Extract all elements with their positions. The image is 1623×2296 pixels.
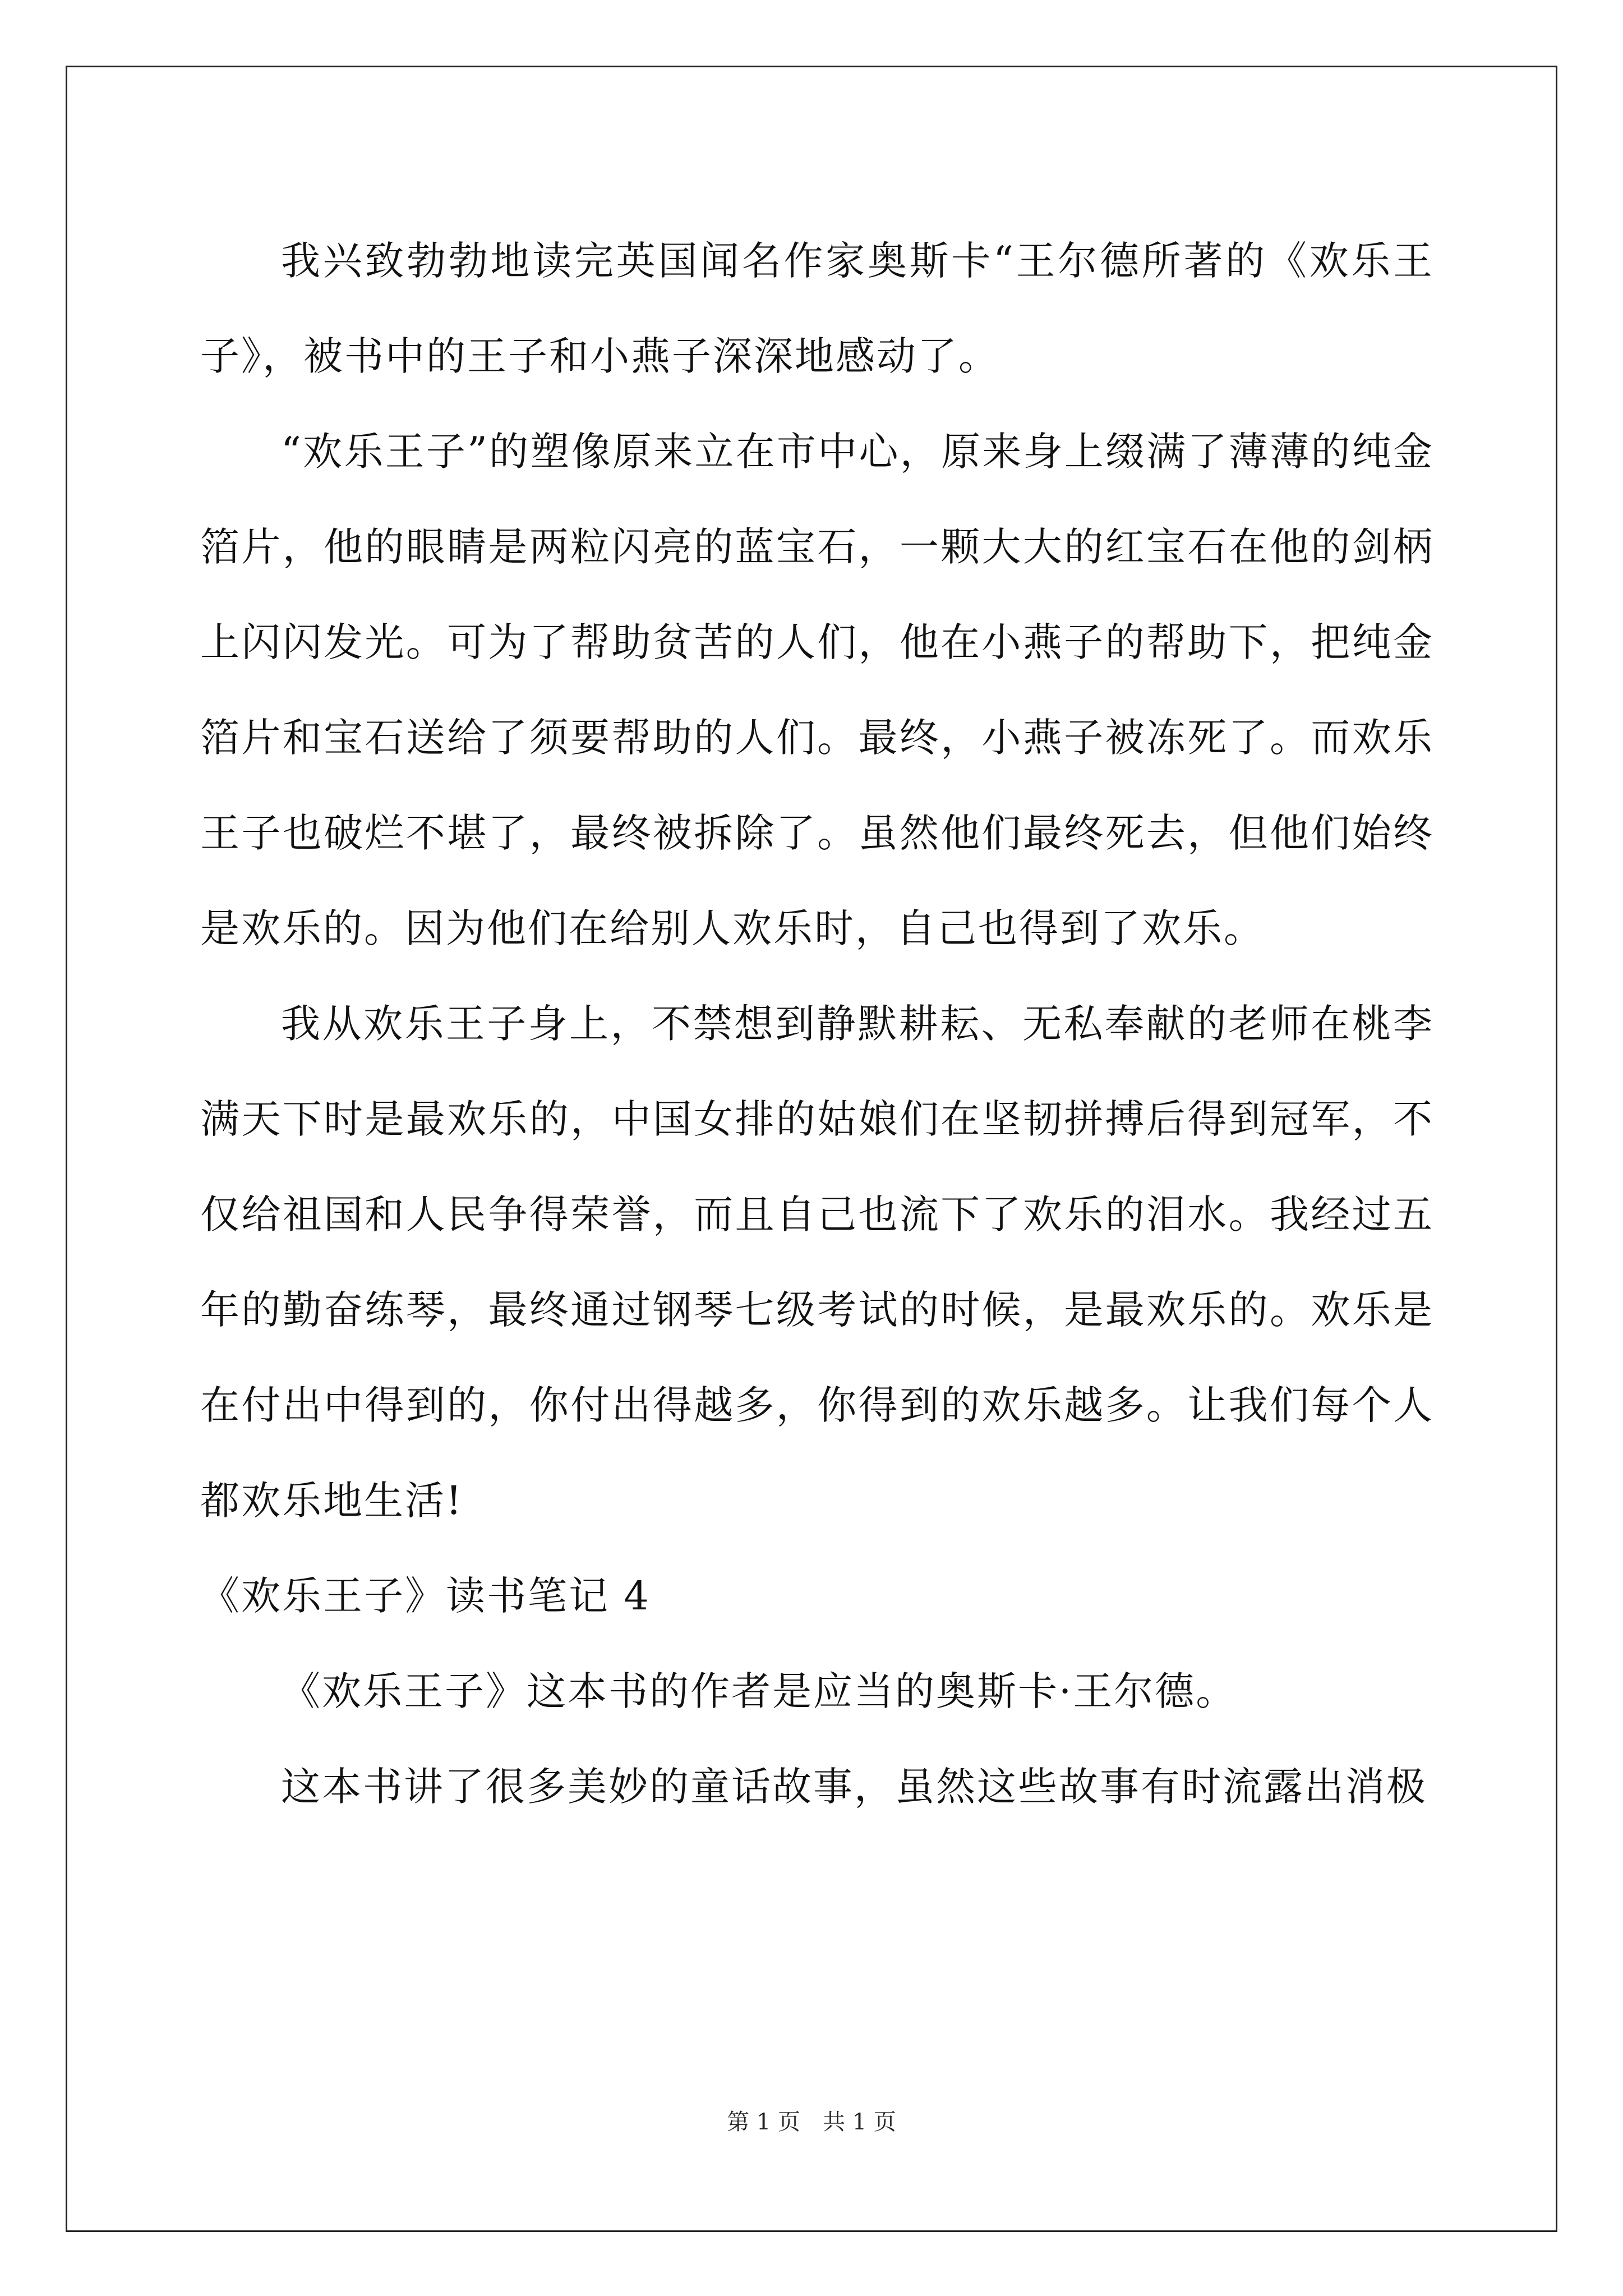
paragraph-1: 我兴致勃勃地读完英国闻名作家奥斯卡“王尔德所著的《欢乐王子》，被书中的王子和小燕子深深地感动了。 [200, 238, 1434, 379]
paragraph-3: 我从欢乐王子身上，不禁想到静默耕耘、无私奉献的老师在桃李满天下时是最欢乐的，中国女排的姑娘们在坚韧拼搏后得到冠军，不仅给祖国和人民争得荣誉，而且自己也流下了欢乐的泪水。我经过五年的勤奋练琴，最终通过钢琴七级考试的时候，是最欢乐的。欢乐是在付出中得到的，你付出得越多，你得到的欢乐越多。让我们每个人都欢乐地生活! [200, 1001, 1434, 1524]
section-paragraph-1: 《欢乐王子》这本书的作者是应当的奥斯卡·王尔德。 [281, 1668, 1237, 1714]
section-paragraph-2: 这本书讲了很多美妙的童话故事，虽然这些故事有时流露出消极 [281, 1764, 1427, 1810]
section-heading: 《欢乐王子》读书笔记 4 [200, 1573, 651, 1619]
document-body [200, 213, 1434, 1834]
paragraph-2: “欢乐王子”的塑像原来立在市中心，原来身上缀满了薄薄的纯金箔片，他的眼睛是两粒闪亮的蓝宝石，一颗大大的红宝石在他的剑柄上闪闪发光。可为了帮助贫苦的人们，他在小燕子的帮助下，把纯金箔片和宝石送给了须要帮助的人们。最终，小燕子被冻死了。而欢乐王子也破烂不堪了，最终被拆除了。虽然他们最终死去，但他们始终是欢乐的。因为他们在给别人欢乐时，自己也得到了欢乐。 [200, 429, 1434, 951]
page-number-footer: 第 1 页 共 1 页 [727, 2109, 896, 2135]
